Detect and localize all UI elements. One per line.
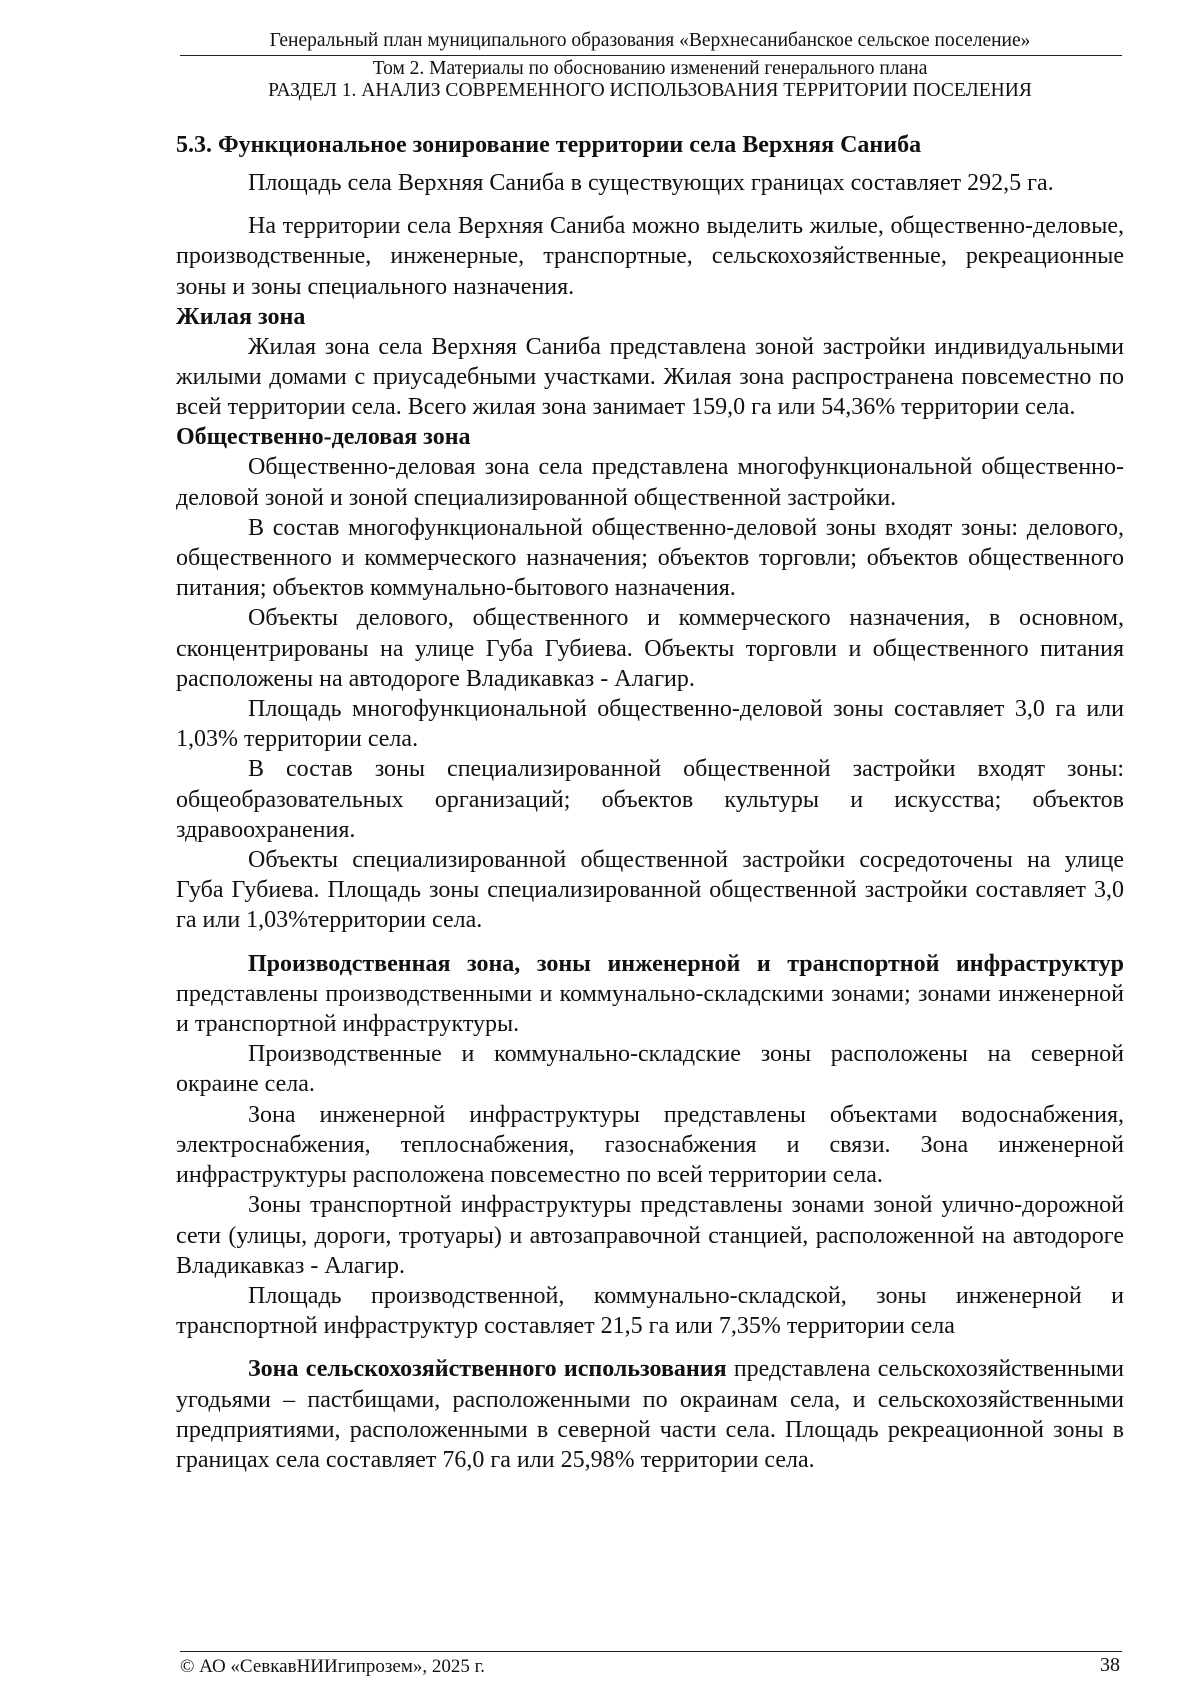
intro-paragraph-zones: На территории села Верхняя Саниба можно выделить жилые, общественно-деловые, производственные, инженерные, транспортные, сельскохозяйственные, рекреационные зоны и зоны специального назначения. — [176, 213, 1124, 300]
public-zone-paragraph: Объекты делового, общественного и коммерческого назначения, в основном, сконцентрированы на улице Губа Губиева. Объекты торговли и общественного питания расположены на автодороге Владикавказ - Алагир. — [176, 605, 1124, 692]
agricultural-zone-heading: Зона сельскохозяйственного использования — [248, 1356, 727, 1383]
residential-zone-paragraph: Жилая зона села Верхняя Саниба представлена зоной застройки индивидуальными жилыми домами с приусадебными участками. Жилая зона распространена повсеместно по всей территории села. Всего жилая зона занимает 159,0 га или 54,36% территории села. — [176, 333, 1124, 421]
industrial-zone-paragraph — [176, 949, 1124, 1040]
agricultural-zone-text: представлена сельскохозяйственными угодьями – пастбищами, расположенными по окраинам села, и сельскохозяйственными предприятиями, расположенными в северной части села. Площадь рекреационной зоны в границах села составляет 76,0 га или 25,98% территории села. — [176, 1356, 1124, 1473]
page-number: 38 — [1100, 1654, 1120, 1676]
public-zone-paragraph: Объекты специализированной общественной застройки сосредоточены на улице Губа Губиева. Площадь зоны специализированной общественной застройки составляет 3,0 га или 1,03%территории села. — [176, 847, 1124, 934]
agricultural-zone-paragraph — [176, 1354, 1124, 1475]
page-body — [176, 130, 1124, 1475]
footer-copyright: © АО «СевкавНИИгипрозем», 2025 г. — [180, 1656, 485, 1677]
industrial-zone-heading: Производственная зона, зоны инженерной и транспортной инфраструктур — [248, 950, 1124, 977]
header-divider — [180, 55, 1122, 56]
public-zone-paragraph: В состав зоны специализированной общественной застройки входят зоны: общеобразовательных организаций; объектов культуры и искусства; объектов здравоохранения. — [176, 756, 1124, 843]
industrial-zone-paragraph: Зона инженерной инфраструктуры представлены объектами водоснабжения, электроснабжения, теплоснабжения, газоснабжения и связи. Зона инженерной инфраструктуры расположена повсеместно по всей территории села. — [176, 1101, 1124, 1189]
public-zone-paragraph: В состав многофункциональной общественно-деловой зоны входят зоны: делового, общественного и коммерческого назначения; объектов торговли; объектов общественного питания; объектов коммунально-бытового назначения. — [176, 514, 1124, 602]
public-zone-paragraph: Площадь многофункциональной общественно-деловой зоны составляет 3,0 га или 1,03% территории села. — [176, 696, 1124, 753]
industrial-zone-paragraph: Зоны транспортной инфраструктуры представлены зонами зоной улично-дорожной сети (улицы, дороги, тротуары) и автозаправочной станцией, расположенной на автодороге Владикавказ - Алагир. — [176, 1192, 1124, 1279]
running-header-title: Генеральный план муниципального образования «Верхнесанибанское сельское поселение» — [269, 30, 1031, 51]
footer-divider — [180, 1651, 1122, 1652]
industrial-zone-paragraph: Производственные и коммунально-складские зоны расположены на северной окраине села. — [176, 1041, 1124, 1098]
industrial-zone-paragraph: Площадь производственной, коммунально-складской, зоны инженерной и транспортной инфраструктур составляет 21,5 га или 7,35% территории села — [176, 1282, 1124, 1340]
intro-paragraph-area: Площадь села Верхняя Саниба в существующих границах составляет 292,5 га. — [248, 170, 1054, 196]
running-header-volume: Том 2. Материалы по обоснованию изменений генерального плана — [372, 58, 928, 79]
public-zone-paragraph: Общественно-деловая зона села представлена многофункциональной общественно-деловой зоной и зоной специализированной общественной застройки. — [176, 454, 1124, 511]
section-title: 5.3. Функциональное зонирование территории села Верхняя Саниба — [176, 132, 922, 158]
residential-zone-heading: Жилая зона — [176, 303, 306, 330]
industrial-zone-lead-text: представлены производственными и коммунально-складскими зонами; зонами инженерной и транспортной инфраструктуры. — [176, 980, 1124, 1038]
running-header-section: РАЗДЕЛ 1. АНАЛИЗ СОВРЕМЕННОГО ИСПОЛЬЗОВАНИЯ ТЕРРИТОРИИ ПОСЕЛЕНИЯ — [268, 80, 1032, 101]
public-zone-heading: Общественно-деловая зона — [176, 424, 471, 451]
